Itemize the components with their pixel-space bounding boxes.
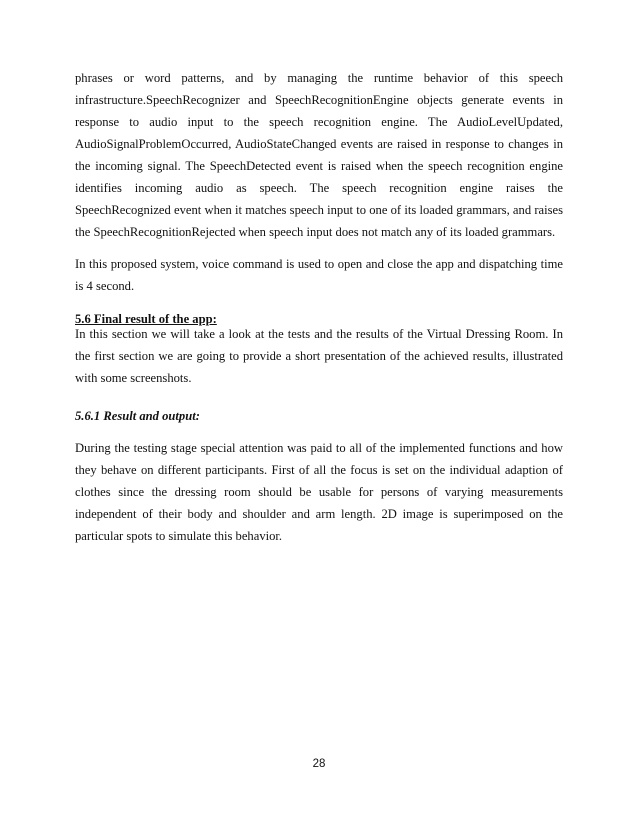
section-heading: 5.6 Final result of the app:	[75, 312, 217, 326]
paragraph-speech-events: phrases or word patterns, and by managing the runtime behavior of this speech infrastructure.SpeechRecognizer and SpeechRecognitionEngine objects generate events in response to audio input to the speech recognition engine. The AudioLevelUpdated, AudioSignalProblemOccurred, AudioStateChanged events are raised in response to changes in the incoming signal. The SpeechDetected event is raised when the speech recognition engine identifies incoming audio as speech. The speech recognition engine raises the SpeechRecognized event when it matches speech input to one of its loaded grammars, and raises the SpeechRecognitionRejected when speech input does not match any of its loaded grammars.	[75, 71, 563, 239]
paragraph-final-result: In this section we will take a look at the tests and the results of the Virtual Dressing Room. In the first section we are going to provide a short presentation of the achieved results, illustrated with some screenshots.	[75, 327, 563, 385]
document-page	[75, 0, 563, 826]
paragraph-result-output: During the testing stage special attention was paid to all of the implemented functions and how they behave on different participants. First of all the focus is set on the individual adaption of clothes since the dressing room should be usable for persons of varying measurements independent of their body and shoulder and arm length. 2D image is superimposed on the particular spots to simulate this behavior.	[75, 441, 563, 543]
page-number: 28	[312, 758, 326, 770]
paragraph-voice-command: In this proposed system, voice command is used to open and close the app and dispatching time is 4 second.	[75, 257, 563, 293]
subsection-heading: 5.6.1 Result and output:	[75, 409, 200, 423]
